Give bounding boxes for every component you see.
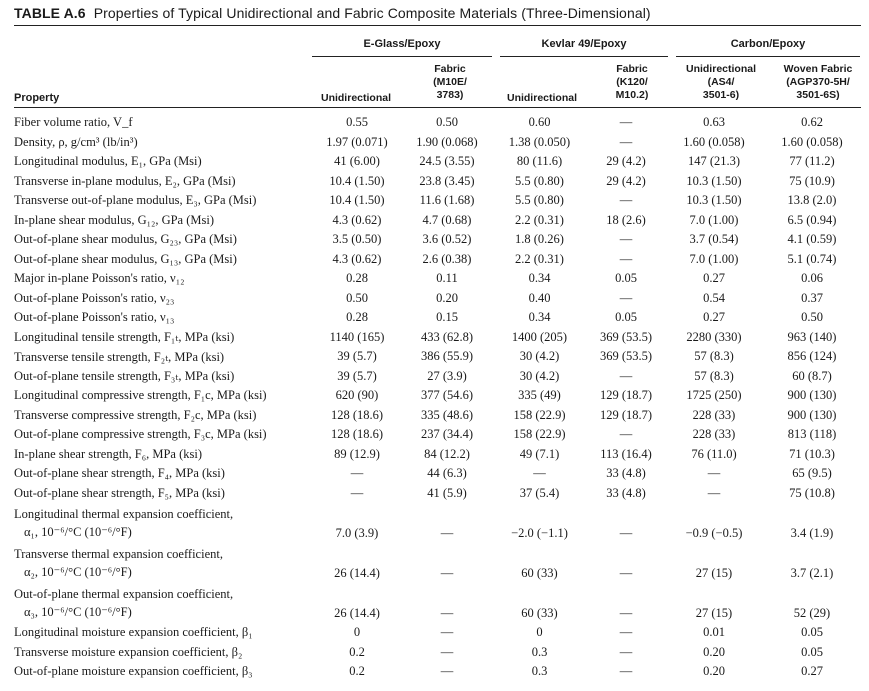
table-row [14,503,861,543]
value-cell: 0.3 [531,664,548,679]
col-header-line: 3501-6S) [796,89,840,101]
value-cell: −2.0 (−1.1) [511,526,568,540]
value-cell: 620 (90) [335,388,379,403]
value-cell: 1.90 (0.068) [416,134,478,149]
col-header-kevlar-fabric [600,63,664,102]
value-cell: — [619,193,633,208]
col-header-line: Unidirectional [685,63,756,75]
top-rule [14,25,861,26]
table-row [14,250,861,270]
property-cell [14,583,312,623]
value-cell: 89 (12.9) [334,446,380,461]
property-line: Out-of-plane thermal expansion coefficient, [14,587,234,601]
table-row [14,211,861,231]
value-cell: 5.1 (0.74) [787,251,837,266]
property-cell: Fiber volume ratio, V_f [14,115,133,130]
table-title [14,5,651,21]
value-cell: 2.2 (0.31) [515,212,564,227]
col-header-line: (K120/ [616,76,648,88]
property-cell [14,503,312,543]
value-cell: 0.50 [346,290,368,305]
value-cell: 228 (33) [692,427,736,442]
value-cell: — [619,644,633,659]
value-cell: 26 (14.4) [334,566,380,580]
value-cell: — [619,526,633,540]
table-row [14,113,861,133]
value-cell: 1400 (205) [511,329,568,344]
value-cell: 128 (18.6) [330,427,384,442]
value-cell: 3.5 (0.50) [332,232,382,247]
table-row [14,445,861,465]
value-cell: 1.60 (0.058) [781,134,843,149]
property-cell: Out-of-plane tensile strength, F₃ₜ, MPa (ksi) [14,369,235,384]
property-cell: In-plane shear modulus, G₁₂, GPa (Msi) [14,212,214,227]
value-cell: — [440,566,454,580]
value-cell: 0.55 [346,115,368,130]
value-cell: 80 (11.6) [516,154,563,169]
value-cell: — [440,625,454,640]
value-cell: 0.05 [801,644,823,659]
value-cell: 3.7 (2.1) [790,566,834,580]
value-cell: — [619,232,633,247]
value-cell: 60 (33) [521,606,558,620]
value-cell: 147 (21.3) [687,154,741,169]
group-rule-eglass [312,56,492,57]
value-cell: 856 (124) [787,349,837,364]
value-cell: 0.40 [528,290,551,305]
property-cell: Out-of-plane shear modulus, G₁₃, GPa (Msi) [14,251,237,266]
table-row [14,230,861,250]
value-cell: 129 (18.7) [599,388,653,403]
value-cell: 77 (11.2) [789,154,835,169]
value-cell: 75 (10.8) [789,485,835,500]
value-cell: 3.4 (1.9) [790,526,834,540]
value-cell: — [619,368,633,383]
col-header-eglass-fabric [410,63,490,102]
value-cell: 26 (14.4) [334,606,380,620]
value-cell: 75 (10.9) [789,173,835,188]
value-cell: — [707,485,721,500]
value-cell: 0.2 [349,664,365,679]
table-row [14,191,861,211]
value-cell: 84 (12.2) [424,446,470,461]
value-cell: 5.5 (0.80) [515,193,564,208]
property-line: Longitudinal thermal expansion coefficient, [14,507,234,521]
property-cell: Out-of-plane shear modulus, G₂₃, GPa (Msi) [14,232,237,247]
property-line: α₂, 10⁻⁶/°C (10⁻⁶/°F) [24,565,132,579]
col-header-carbon-uni [674,63,768,102]
value-cell: — [440,664,454,679]
table-row [14,328,861,348]
property-cell: Longitudinal tensile strength, F₁ₜ, MPa (ksi) [14,330,235,345]
value-cell: 386 (55.9) [420,349,474,364]
col-header-line: 3783) [436,89,464,101]
value-cell: 65 (9.5) [792,466,832,481]
property-cell: Out-of-plane shear strength, F₄, MPa (ksi) [14,466,225,481]
value-cell: 0.20 [703,664,725,679]
col-header-line: Unidirectional [320,92,391,104]
value-cell: 41 (6.00) [334,154,380,169]
col-header-line: (AGP370-5H/ [786,76,850,88]
table-row [14,623,861,643]
value-cell: 76 (11.0) [691,446,737,461]
value-cell: 0.20 [436,290,458,305]
value-cell: 33 (4.8) [606,485,646,500]
value-cell: 44 (6.3) [427,466,467,481]
col-header-line: (M10E/ [433,76,467,88]
value-cell: 1140 (165) [329,329,385,344]
value-cell: 0.50 [436,115,458,130]
value-cell: 18 (2.6) [606,212,646,227]
value-cell: 27 (15) [695,566,733,580]
value-cell: 10.4 (1.50) [329,193,385,208]
table-row [14,543,861,583]
value-cell: 60 (8.7) [792,368,832,383]
value-cell: 27 (15) [695,606,733,620]
col-header-kevlar-uni [496,92,588,105]
value-cell: 377 (54.6) [420,388,474,403]
property-cell: In-plane shear strength, F₆, MPa (ksi) [14,446,203,461]
group-rule-carbon [676,56,860,57]
value-cell: 1.8 (0.26) [515,232,564,247]
value-cell: — [619,290,633,305]
value-cell: 10.3 (1.50) [686,193,742,208]
property-cell: Transverse moisture expansion coefficient, β₂ [14,644,243,659]
value-cell: 5.5 (0.80) [515,173,564,188]
value-cell: 60 (33) [521,566,558,580]
value-cell: 57 (8.3) [694,368,734,383]
value-cell: 237 (34.4) [420,427,474,442]
value-cell: 10.4 (1.50) [329,173,385,188]
table-row [14,308,861,328]
value-cell: 0.62 [801,115,823,130]
value-cell: 129 (18.7) [599,407,653,422]
table-body [14,113,861,682]
value-cell: 10.3 (1.50) [686,173,742,188]
value-cell: 29 (4.2) [606,154,646,169]
value-cell: 369 (53.5) [599,349,653,364]
value-cell: 113 (16.4) [600,446,652,461]
property-line: Transverse thermal expansion coefficient, [14,547,223,561]
col-header-line: Fabric [434,63,466,75]
table-row [14,386,861,406]
col-header-line: (AS4/ [707,76,735,88]
value-cell: 369 (53.5) [599,329,653,344]
value-cell: 30 (4.2) [519,349,560,364]
value-cell: 1725 (250) [686,388,742,403]
value-cell: 963 (140) [787,329,837,344]
value-cell: 0 [536,625,543,640]
group-eglass: E-Glass/Epoxy [363,38,441,50]
value-cell: — [619,566,633,580]
value-cell: 0.34 [528,271,551,286]
value-cell: 0.27 [801,664,823,679]
value-cell: — [350,485,364,500]
property-cell: Out-of-plane shear strength, F₅, MPa (ksi) [14,485,225,500]
value-cell: 0.05 [801,625,823,640]
col-header-line: Unidirectional [506,92,577,104]
value-cell: — [619,427,633,442]
properties-table [14,113,861,682]
table-row [14,172,861,192]
value-cell: 0.11 [436,271,458,286]
value-cell: — [440,606,454,620]
table-row [14,269,861,289]
property-line: α₁, 10⁻⁶/°C (10⁻⁶/°F) [24,525,132,539]
value-cell: 0.01 [703,625,725,640]
value-cell: — [440,644,454,659]
property-cell: Major in-plane Poisson's ratio, ν₁₂ [14,271,185,286]
value-cell: 0.28 [346,271,368,286]
value-cell: 900 (130) [787,388,837,403]
value-cell: — [533,466,546,481]
value-cell: 23.8 (3.45) [419,173,475,188]
value-cell: 1.38 (0.050) [508,134,571,149]
value-cell: 0.27 [703,271,725,286]
value-cell: 33 (4.8) [606,466,646,481]
property-cell: Out-of-plane moisture expansion coefficient, β₃ [14,664,253,679]
value-cell: 158 (22.9) [513,427,566,442]
value-cell: 335 (49) [518,388,561,403]
value-cell: 433 (62.8) [420,329,474,344]
value-cell: 4.7 (0.68) [422,212,472,227]
value-cell: 57 (8.3) [694,349,734,364]
value-cell: 7.0 (3.9) [335,526,379,540]
value-cell: — [619,664,633,679]
property-cell: Longitudinal moisture expansion coefficient, β₁ [14,625,253,640]
table-row [14,367,861,387]
header-rule [14,107,861,108]
value-cell: 4.3 (0.62) [332,251,382,266]
value-cell: 0.3 [531,644,548,659]
value-cell: 24.5 (3.55) [419,154,475,169]
value-cell: 0.05 [615,310,637,325]
value-cell: 2280 (330) [686,329,742,344]
value-cell: 0.20 [703,644,725,659]
value-cell: 1.60 (0.058) [683,134,745,149]
property-cell: Transverse in-plane modulus, E₂, GPa (Msi) [14,173,236,188]
value-cell: 0.28 [346,310,368,325]
property-cell: Longitudinal compressive strength, F₁c, MPa (ksi) [14,388,267,403]
property-cell: Density, ρ, g/cm³ (lb/in³) [14,134,138,149]
value-cell: 0.27 [703,310,725,325]
col-header-line: M10.2) [615,89,649,101]
value-cell: 37 (5.4) [519,485,560,500]
value-cell: 0.2 [349,644,365,659]
value-cell: 41 (5.9) [427,485,467,500]
value-cell: — [619,606,633,620]
col-header-eglass-uni [310,92,402,105]
value-cell: — [707,466,721,481]
value-cell: 7.0 (1.00) [689,251,739,266]
value-cell: 0.60 [528,115,551,130]
value-cell: 3.6 (0.52) [422,232,472,247]
group-rule-kevlar [500,56,668,57]
property-cell: Transverse out-of-plane modulus, E₃, GPa (Msi) [14,193,257,208]
property-line: α₃, 10⁻⁶/°C (10⁻⁶/°F) [24,605,132,619]
property-header: Property [14,92,60,104]
col-header-line: Woven Fabric [783,63,853,75]
value-cell: 6.5 (0.94) [787,212,837,227]
value-cell: 71 (10.3) [789,446,835,461]
table-row [14,289,861,309]
table-row [14,347,861,367]
value-cell: 335 (48.6) [420,407,474,422]
value-cell: 49 (7.1) [519,446,560,461]
value-cell: 0.34 [528,310,551,325]
value-cell: 39 (5.7) [337,349,377,364]
value-cell: 13.8 (2.0) [787,193,837,208]
value-cell: — [619,625,633,640]
value-cell: 4.1 (0.59) [787,232,837,247]
value-cell: 0 [353,625,361,640]
value-cell: 0.05 [615,271,637,286]
property-cell: Longitudinal modulus, E₁, GPa (Msi) [14,154,202,169]
value-cell: 30 (4.2) [519,368,560,383]
property-cell [14,543,312,583]
table-row [14,152,861,172]
group-kevlar: Kevlar 49/Epoxy [541,38,627,50]
value-cell: 0.54 [703,290,725,305]
col-header-carbon-woven [772,63,864,102]
table-number: TABLE A.6 [14,5,86,21]
value-cell: 228 (33) [692,407,736,422]
value-cell: 1.97 (0.071) [326,134,388,149]
value-cell: 7.0 (1.00) [689,212,739,227]
value-cell: 0.63 [703,115,725,130]
value-cell: — [619,134,633,149]
table-caption: Properties of Typical Unidirectional and Fabric Composite Materials (Three-Dimensional) [93,5,651,21]
value-cell: 0.15 [436,310,458,325]
table-row [14,484,861,504]
value-cell: — [440,526,454,540]
value-cell: 900 (130) [787,407,837,422]
table-row [14,133,861,153]
property-cell: Out-of-plane compressive strength, F₃c, MPa (ksi) [14,427,267,442]
col-header-line: 3501-6) [702,89,740,101]
table-row [14,583,861,623]
table-row [14,425,861,445]
property-cell: Out-of-plane Poisson's ratio, ν₂₃ [14,290,175,305]
value-cell: 0.37 [801,290,823,305]
value-cell: 128 (18.6) [330,407,384,422]
value-cell: 27 (3.9) [427,368,467,383]
value-cell: 2.2 (0.31) [515,251,564,266]
value-cell: 0.06 [801,271,823,286]
property-cell: Out-of-plane Poisson's ratio, ν₁₃ [14,310,175,325]
value-cell: — [619,251,633,266]
group-carbon: Carbon/Epoxy [730,38,806,50]
value-cell: −0.9 (−0.5) [685,526,743,540]
value-cell: — [350,466,364,481]
value-cell: 52 (29) [793,606,831,620]
property-cell: Transverse compressive strength, F₂c, MPa (ksi) [14,407,257,422]
table-row [14,662,861,682]
value-cell: 3.7 (0.54) [689,232,739,247]
value-cell: 158 (22.9) [513,407,566,422]
value-cell: 39 (5.7) [337,368,377,383]
value-cell: 11.6 (1.68) [419,193,475,208]
property-cell: Transverse tensile strength, F₂ₜ, MPa (ksi) [14,349,225,364]
table-row [14,464,861,484]
col-header-line: Fabric [616,63,648,75]
value-cell: 0.50 [801,310,823,325]
value-cell: 29 (4.2) [606,173,646,188]
value-cell: 813 (118) [787,427,837,442]
value-cell: 2.6 (0.38) [422,251,472,266]
value-cell: 4.3 (0.62) [332,212,382,227]
table-row [14,643,861,663]
table-row [14,406,861,426]
value-cell: — [619,115,633,130]
